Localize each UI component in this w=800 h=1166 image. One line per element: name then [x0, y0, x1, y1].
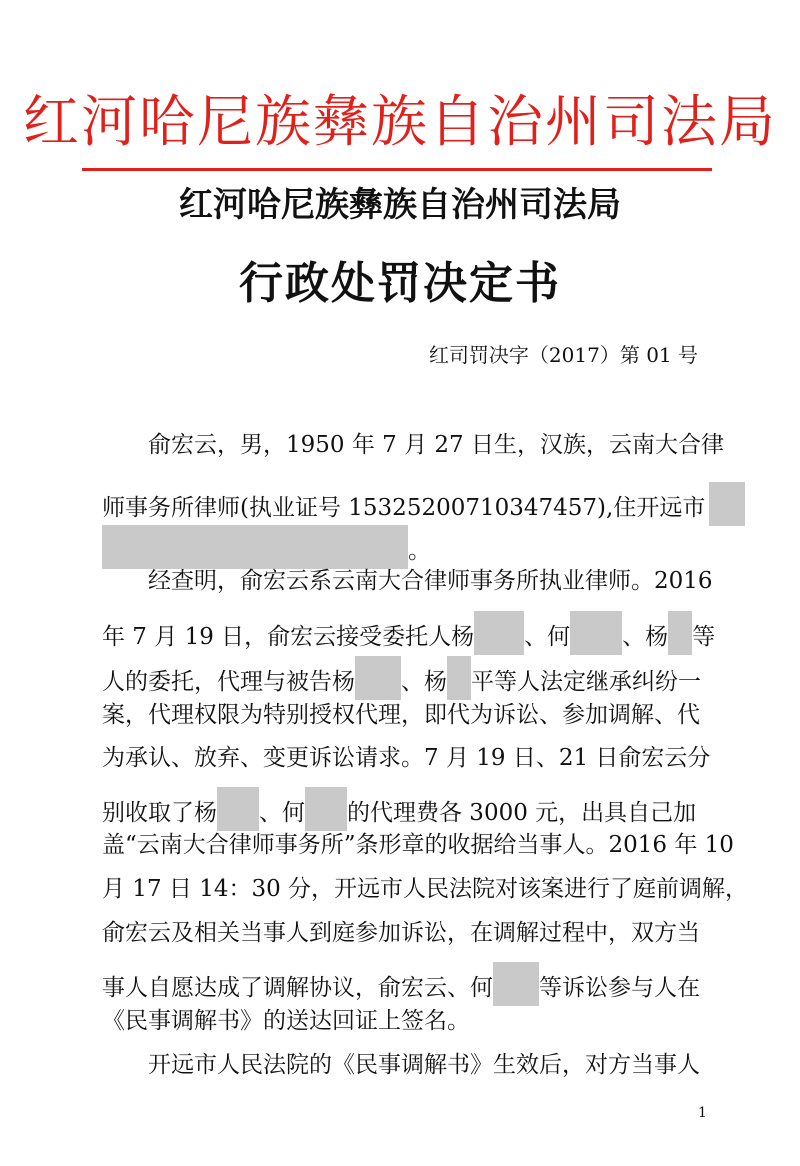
redaction-block [493, 962, 539, 1006]
body-text: 等 [692, 624, 716, 650]
body-text: 、何 [259, 800, 305, 826]
masthead-title: 红河哈尼族彝族自治州司法局 [23, 90, 777, 155]
body-text: 年 7 月 19 日，俞宏云接受委托人杨 [102, 624, 475, 650]
body-line-7: 案，代理权限为特别授权代理，即代为诉讼、参加调解、代 [102, 702, 700, 728]
masthead-divider [82, 168, 712, 171]
body-line-14: 《民事调解书》的送达回证上签名。 [102, 1008, 470, 1034]
redaction-block [305, 787, 347, 831]
body-line-8: 为承认、放弃、变更诉讼请求。7 月 19 日、21 日俞宏云分 [102, 745, 711, 771]
redaction-block [355, 656, 401, 700]
document-title: 行政处罚决定书 [239, 258, 561, 309]
body-line-13 [102, 962, 698, 1006]
body-line-12: 俞宏云及相关当事人到庭参加诉讼，在调解过程中，双方当 [102, 920, 700, 946]
redaction-block [217, 787, 259, 831]
body-text: 平等人法定继承纠纷一 [471, 669, 701, 695]
body-line-10: 盖“云南大合律师事务所”条形章的收据给当事人。2016 年 10 [102, 832, 734, 858]
body-text: 、何 [524, 624, 571, 650]
body-line-5 [102, 611, 716, 655]
body-text: 等诉讼参与人在 [539, 975, 700, 1001]
body-line-3 [102, 525, 698, 569]
body-text: 、杨 [622, 624, 669, 650]
redaction-block [570, 611, 622, 655]
body-line-9 [102, 787, 698, 831]
page-number: 1 [698, 1105, 707, 1121]
body-line-4: 经查明，俞宏云系云南大合律师事务所执业律师。2016 [148, 568, 713, 594]
organization-name: 红河哈尼族彝族自治州司法局 [179, 185, 621, 225]
body-text: 。 [408, 538, 431, 564]
redaction-block [668, 611, 692, 655]
body-line-1: 俞宏云，男，1950 年 7 月 27 日生，汉族，云南大合律 [148, 432, 724, 458]
body-line-6 [102, 656, 701, 700]
body-line-11: 月 17 日 14：30 分，开远市人民法院对该案进行了庭前调解， [102, 876, 749, 902]
redaction-block [474, 611, 524, 655]
redaction-block [709, 482, 745, 526]
body-line-2 [102, 482, 706, 526]
body-text: 师事务所律师(执业证号 15325200710347457),住开远市 [102, 495, 706, 521]
body-line-15: 开远市人民法院的《民事调解书》生效后，对方当事人 [148, 1052, 700, 1078]
body-text: 的代理费各 3000 元，出具自己加 [347, 800, 697, 826]
redaction-block [447, 656, 471, 700]
document-number: 红司罚决字（2017）第 01 号 [428, 343, 698, 367]
body-text: 别收取了杨 [102, 800, 217, 826]
body-text: 人的委托，代理与被告杨 [102, 669, 355, 695]
body-text: 、杨 [401, 669, 447, 695]
redaction-block [102, 525, 408, 569]
body-text: 事人自愿达成了调解协议，俞宏云、何 [102, 975, 493, 1001]
